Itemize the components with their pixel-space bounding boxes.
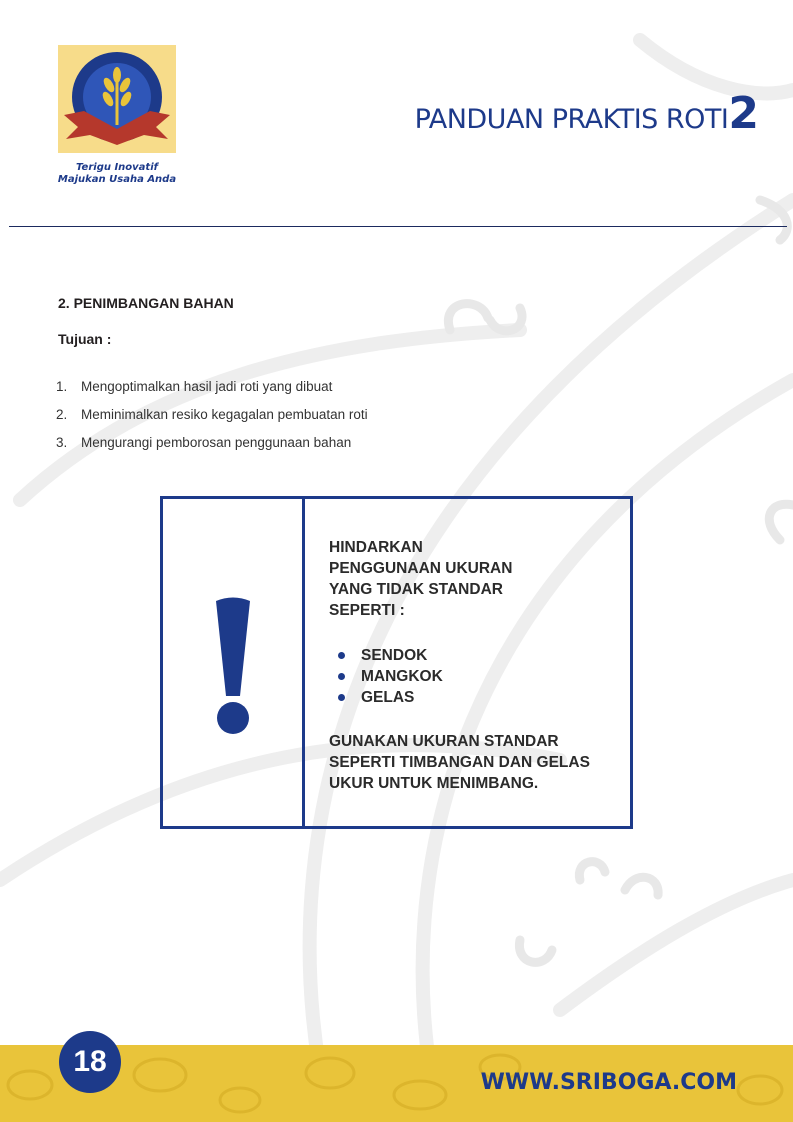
warning-text — [329, 537, 619, 794]
warning-note-line: GUNAKAN UKURAN STANDAR — [329, 733, 559, 750]
list-item-number: 1. — [56, 379, 68, 394]
warning-note — [329, 731, 619, 794]
goals-list — [56, 379, 368, 463]
list-item — [56, 407, 368, 435]
list-item — [329, 666, 619, 687]
bullet-icon — [338, 694, 345, 701]
bullet-icon — [338, 673, 345, 680]
document-title — [415, 88, 759, 139]
website-url[interactable]: WWW.SRIBOGA.COM — [480, 1070, 737, 1095]
list-item-text: Mengoptimalkan hasil jadi roti yang dibuat — [81, 379, 333, 394]
warning-heading-line: SEPERTI : — [329, 602, 405, 619]
warning-heading-line: YANG TIDAK STANDAR — [329, 581, 503, 598]
warning-item-text: GELAS — [361, 689, 415, 706]
warning-note-line: UKUR UNTUK MENIMBANG. — [329, 775, 539, 792]
warning-item-text: MANGKOK — [361, 668, 443, 685]
list-item — [329, 645, 619, 666]
section-title: 2. PENIMBANGAN BAHAN — [58, 295, 234, 311]
warning-box — [160, 496, 633, 829]
bullet-icon — [338, 652, 345, 659]
page-number: 18 — [59, 1031, 121, 1093]
document-title-text: PANDUAN PRAKTIS ROTI — [414, 104, 729, 135]
tagline-line-1: Terigu Inovatif — [76, 162, 158, 173]
list-item-text: Mengurangi pemborosan penggunaan bahan — [81, 435, 352, 450]
tagline-line-2: Majukan Usaha Anda — [57, 174, 177, 185]
exclamation-icon — [213, 596, 253, 741]
list-item — [56, 435, 368, 463]
header-divider — [9, 226, 787, 227]
list-item-number: 2. — [56, 407, 68, 422]
warning-items — [329, 645, 619, 708]
list-item — [56, 379, 368, 407]
section-subtitle: Tujuan : — [58, 331, 112, 347]
brand-logo — [58, 45, 176, 153]
warning-heading — [329, 537, 619, 621]
warning-item-text: SENDOK — [361, 647, 428, 664]
list-item-number: 3. — [56, 435, 68, 450]
list-item — [329, 687, 619, 708]
list-item-text: Meminimalkan resiko kegagalan pembuatan roti — [81, 407, 368, 422]
warning-heading-line: HINDARKAN — [329, 539, 423, 556]
warning-divider — [302, 499, 305, 826]
warning-note-line: SEPERTI TIMBANGAN DAN GELAS — [329, 754, 590, 771]
document-edition: 2 — [728, 88, 759, 139]
logo-tagline — [50, 162, 184, 186]
warning-heading-line: PENGGUNAAN UKURAN — [329, 560, 513, 577]
